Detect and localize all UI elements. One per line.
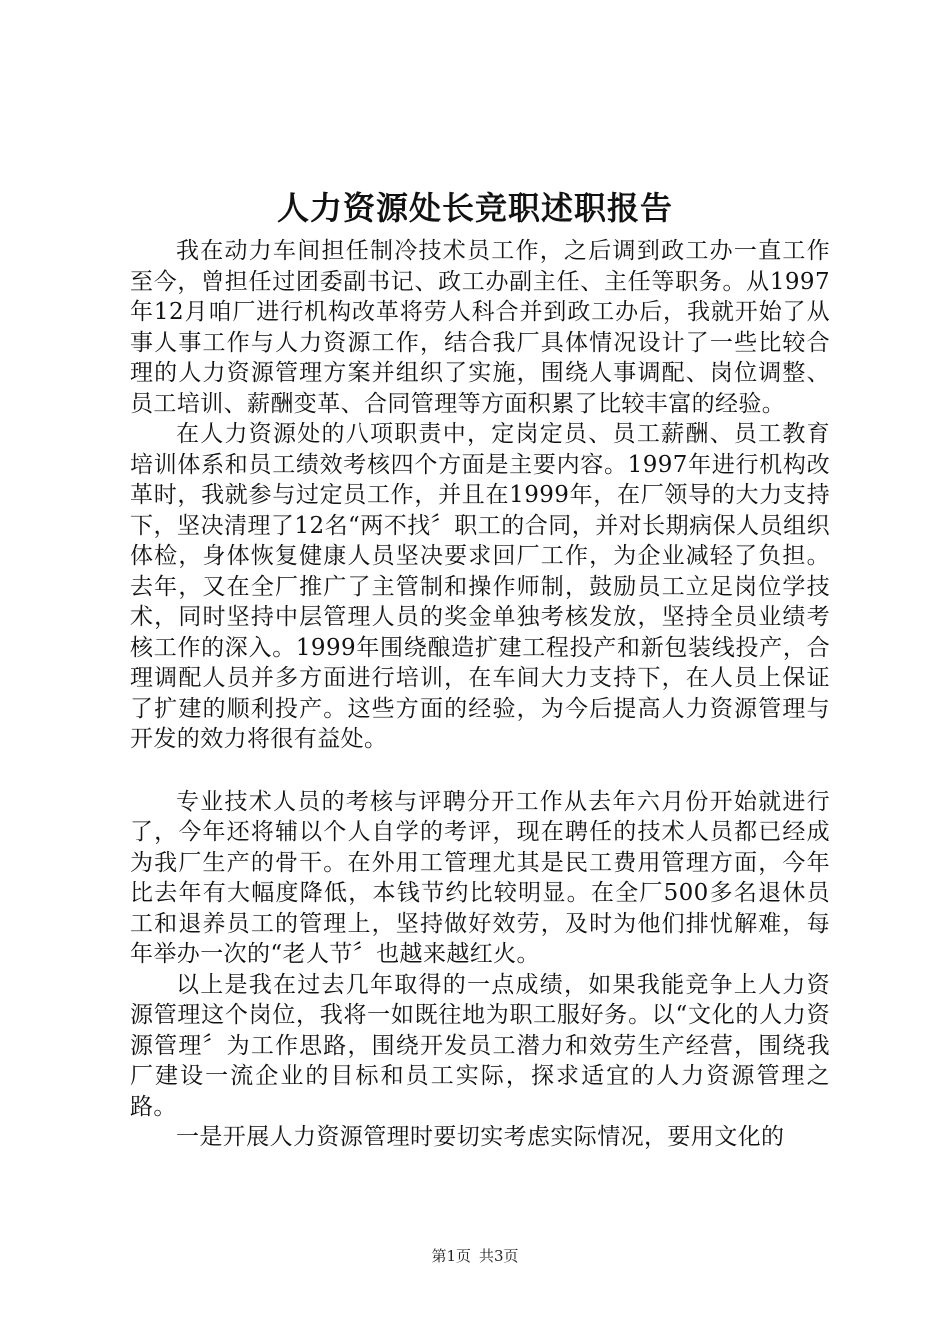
paragraph: 我在动力车间担任制冷技术员工作，之后调到政工办一直工作至今，曾担任过团委副书记、政工办副主任、主任等职务。从1997年12月咱厂进行机构改革将劳人科合并到政工办后，我就开始了从事人事工作与人力资源工作，结合我厂具体情况设计了一些比较合理的人力资源管理方案并组织了实施，围绕人事调配、岗位调整、员工培训、薪酬变革、合同管理等方面积累了比较丰富的经验。 [130,238,830,417]
paragraph: 一是开展人力资源管理时要切实考虑实际情况，要用文化的 [176,1124,785,1150]
page-total: 共3页 [479,1247,519,1265]
paragraph: 在人力资源处的八项职责中，定岗定员、员工薪酬、员工教育培训体系和员工绩效考核四个方面是主要内容。1997年进行机构改革时，我就参与过定员工作，并且在1999年，在厂领导的大力支持下，坚决清理了12名“两不找〞职工的合同，并对长期病保人员组织体检，身体恢复健康人员坚决要求回厂工作，为企业减轻了负担。去年，又在全厂推广了主管制和操作师制，鼓励员工立足岗位学技术，同时坚持中层管理人员的奖金单独考核发放，坚持全员业绩考核工作的深入。1999年围绕酿造扩建工程投产和新包装线投产，合理调配人员并多方面进行培训，在车间大力支持下，在人员上保证了扩建的顺利投产。这些方面的经验，为今后提高人力资源管理与开发的效力将很有益处。 [130,421,830,752]
paragraph: 专业技术人员的考核与评聘分开工作从去年六月份开始就进行了，今年还将辅以个人自学的考评，现在聘任的技术人员都已经成为我厂生产的骨干。在外用工管理尤其是民工费用管理方面，今年比去年有大幅度降低，本钱节约比较明显。在全厂500多名退休员工和退养员工的管理上，坚持做好效劳，及时为他们排忧解难，每年举办一次的“老人节〞也越来越红火。 [130,788,830,967]
page-number: 第1页 [431,1247,471,1265]
page-footer [0,1246,950,1266]
document-body [130,236,830,1153]
document-title: 人力资源处长竞职述职报告 [276,189,673,227]
paragraph: 以上是我在过去几年取得的一点成绩，如果我能竞争上人力资源管理这个岗位，我将一如既往地为职工服好务。以“文化的人力资源管理〞为工作思路，围绕开发员工潜力和效劳生产经营，围绕我厂建设一流企业的目标和员工实际，探求适宜的人力资源管理之路。 [130,971,830,1120]
